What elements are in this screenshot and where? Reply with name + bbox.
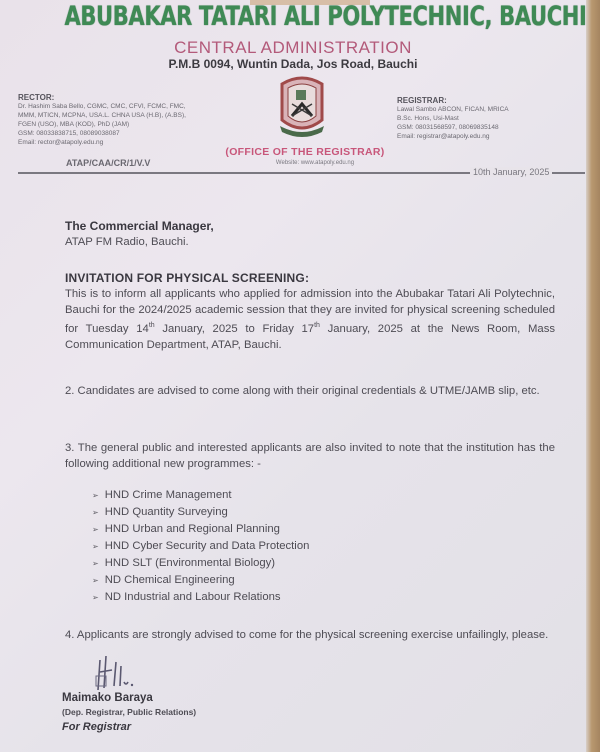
- signatory-name: Maimako Baraya: [62, 692, 153, 704]
- list-item: ➢ ND Industrial and Labour Relations: [92, 589, 309, 606]
- ordinal-suffix: th: [148, 322, 155, 329]
- signature-icon: [92, 652, 142, 692]
- rector-label: RECTOR:: [18, 93, 55, 102]
- recipient-organization: ATAP FM Radio, Bauchi.: [65, 236, 189, 248]
- p1-text: This is to inform all applicants who applied for admission into the Abubakar Tatari Ali Polytechnic, Bauchi for the 2024/2025 academic session that they are invited for physical screening scheduled for Tuesday 14: [65, 288, 555, 335]
- list-item: ➢ HND Cyber Security and Data Protection: [92, 538, 309, 555]
- p1-text: January, 2025 at the News Room, Mass Communication Department, ATAP, Bauchi.: [65, 322, 555, 351]
- programmes-list: [92, 487, 309, 606]
- rector-info: [18, 93, 186, 147]
- list-item: ➢ HND Urban and Regional Planning: [92, 521, 309, 538]
- letter-date: 10th January, 2025: [470, 167, 552, 177]
- paper-edge: [586, 0, 600, 752]
- list-item: ➢ HND Quantity Surveying: [92, 504, 309, 521]
- list-item: ➢ ND Chemical Engineering: [92, 572, 309, 589]
- registrar-line: GSM: 08031568597, 08069835148: [397, 124, 499, 131]
- rector-line: Email: rector@atapoly.edu.ng: [18, 139, 104, 146]
- registrar-info: [397, 96, 509, 141]
- registrar-label: REGISTRAR:: [397, 96, 447, 105]
- paragraph-1: [65, 286, 555, 353]
- letter-subject: INVITATION FOR PHYSICAL SCREENING:: [65, 271, 310, 285]
- institution-name: ABUBAKAR TATARI ALI POLYTECHNIC, BAUCHI: [64, 1, 587, 32]
- rector-line: Dr. Hashim Saba Bello, CGMC, CMC, CFVI, FCMC, FMC,: [18, 103, 186, 110]
- rector-line: GSM: 08033838715, 08089038087: [18, 130, 120, 137]
- reference-number: ATAP/CAA/CR/1/V.V: [66, 158, 151, 168]
- office-of-registrar: (OFFICE OF THE REGISTRAR): [225, 146, 385, 158]
- department-title: CENTRAL ADMINISTRATION: [174, 38, 412, 57]
- paragraph-3: 3. The general public and interested applicants are also invited to note that the institution has the following additional new programmes: -: [65, 442, 555, 470]
- signatory-for: For Registrar: [62, 721, 132, 733]
- crest-logo-icon: [272, 76, 332, 144]
- signatory-title: (Dep. Registrar, Public Relations): [62, 707, 197, 717]
- website: Website: www.atapoly.edu.ng: [275, 160, 355, 166]
- list-item: ➢ HND SLT (Environmental Biology): [92, 555, 309, 572]
- rector-line: MMM, MTICN, MCPNA, USA.L. CHNA USA (H.B), (A.BS),: [18, 112, 186, 119]
- ordinal-suffix: th: [314, 322, 320, 329]
- registrar-line: Email: registrar@atapoly.edu.ng: [397, 133, 490, 140]
- registrar-line: Lawal Sambo ABCON, FICAN, MRICA: [397, 106, 509, 113]
- p1-text: January, 2025 to Friday 17: [154, 322, 315, 335]
- paragraph-2: 2. Candidates are advised to come along with their original credentials & UTME/JAMB slip, etc.: [65, 385, 540, 397]
- recipient-title: The Commercial Manager,: [65, 219, 214, 233]
- institution-address: P.M.B 0094, Wuntin Dada, Jos Road, Bauchi: [168, 57, 418, 71]
- registrar-line: B.Sc. Hons, Usi-Mast: [397, 115, 459, 122]
- paragraph-4: 4. Applicants are strongly advised to come for the physical screening exercise unfailingly, please.: [65, 629, 549, 641]
- rector-line: FGEN (USO), MBA (KOD), PhD (JAM): [18, 121, 130, 128]
- list-item: ➢ HND Crime Management: [92, 487, 309, 504]
